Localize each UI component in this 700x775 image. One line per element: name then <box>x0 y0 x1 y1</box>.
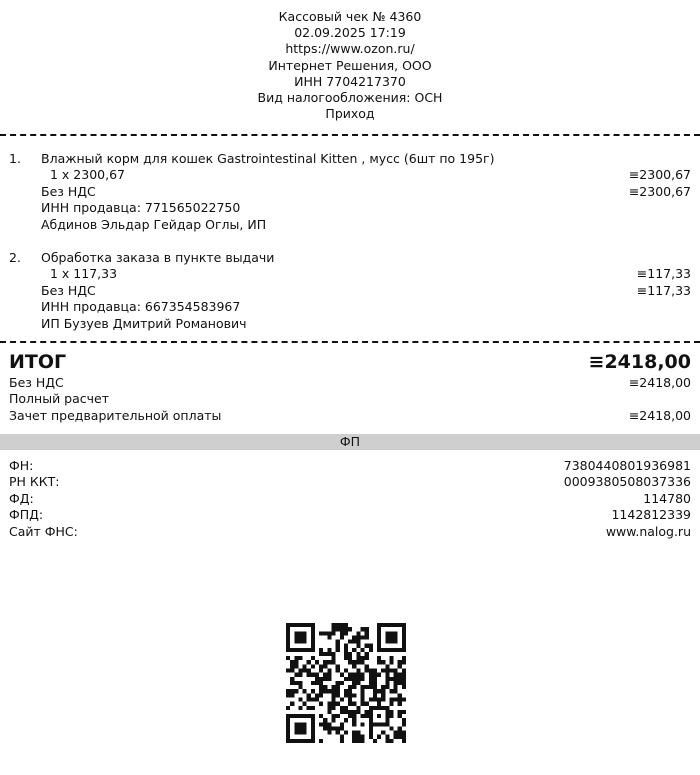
store-website[interactable]: https://www.ozon.ru/ <box>285 41 415 57</box>
fns-site-label: Сайт ФНС: <box>9 524 78 539</box>
total-amount: ≡2418,00 <box>588 351 691 373</box>
item-seller-inn-row <box>0 299 700 315</box>
item-line-total: ≡117,33 <box>636 266 691 281</box>
rn-value: 0009380508037336 <box>563 474 691 489</box>
item-seller-inn: ИНН продавца: 771565022750 <box>41 200 241 215</box>
item-row <box>0 250 700 266</box>
total-row <box>0 350 700 374</box>
item-row <box>0 151 700 167</box>
item-name: Обработка заказа в пункте выдачи <box>41 250 275 265</box>
fn-row <box>0 458 700 474</box>
total-label: ИТОГ <box>9 351 67 373</box>
divider-top <box>0 134 700 136</box>
prepayment-row <box>0 408 700 424</box>
rn-label: РН ККТ: <box>9 474 60 489</box>
item-seller-inn: ИНН продавца: 667354583967 <box>41 299 241 314</box>
payment-type-row <box>0 391 700 407</box>
item-name: Влажный корм для кошек Gastrointestinal Kitten , мусс (6шт по 195г) <box>41 151 495 166</box>
fiscal-section-header: ФП <box>0 434 700 450</box>
item-qty-price: 1 x 2300,67 <box>50 167 125 182</box>
total-vat-amount: ≡2418,00 <box>628 375 691 390</box>
item-seller-name-row <box>0 217 700 233</box>
item-seller-name-row <box>0 316 700 332</box>
fn-label: ФН: <box>9 458 34 473</box>
item-qty-row <box>0 266 700 282</box>
prepayment-label: Зачет предварительной оплаты <box>9 408 222 423</box>
company-name: Интернет Решения, ООО <box>268 57 432 73</box>
fd-row <box>0 491 700 507</box>
item-seller-inn-row <box>0 200 700 216</box>
fpd-row <box>0 507 700 523</box>
fd-label: ФД: <box>9 491 34 506</box>
receipt-header <box>0 9 700 122</box>
item-vat-row <box>0 283 700 299</box>
item-vat-row <box>0 184 700 200</box>
item-vat-label: Без НДС <box>41 184 96 199</box>
item-qty-row <box>0 167 700 183</box>
fns-site-value[interactable]: www.nalog.ru <box>605 524 691 539</box>
fd-value: 114780 <box>643 491 691 506</box>
payment-type: Полный расчет <box>9 391 109 406</box>
item-qty-price: 1 x 117,33 <box>50 266 118 281</box>
divider-bottom <box>0 341 700 343</box>
receipt-datetime: 02.09.2025 17:19 <box>294 25 406 41</box>
qr-code-icon <box>286 623 406 743</box>
total-vat-row <box>0 375 700 391</box>
fpd-value: 1142812339 <box>611 507 691 522</box>
rn-row <box>0 474 700 490</box>
fns-site-row <box>0 524 700 540</box>
receipt-title: Кассовый чек № 4360 <box>278 9 422 24</box>
item-seller-name: ИП Бузуев Дмитрий Романович <box>41 316 247 331</box>
operation-type: Приход <box>325 106 375 122</box>
total-vat-label: Без НДС <box>9 375 64 390</box>
item-seller-name: Абдинов Эльдар Гейдар Оглы, ИП <box>41 217 267 232</box>
fn-value: 7380440801936981 <box>563 458 691 473</box>
item-vat-amount: ≡2300,67 <box>628 184 691 199</box>
item-vat-label: Без НДС <box>41 283 96 298</box>
tax-system: Вид налогообложения: ОСН <box>257 90 443 106</box>
item-index: 2. <box>9 250 21 265</box>
prepayment-amount: ≡2418,00 <box>628 408 691 423</box>
item-index: 1. <box>9 151 21 166</box>
item-line-total: ≡2300,67 <box>628 167 691 182</box>
company-inn: ИНН 7704217370 <box>294 73 406 89</box>
item-vat-amount: ≡117,33 <box>636 283 691 298</box>
fpd-label: ФПД: <box>9 507 44 522</box>
